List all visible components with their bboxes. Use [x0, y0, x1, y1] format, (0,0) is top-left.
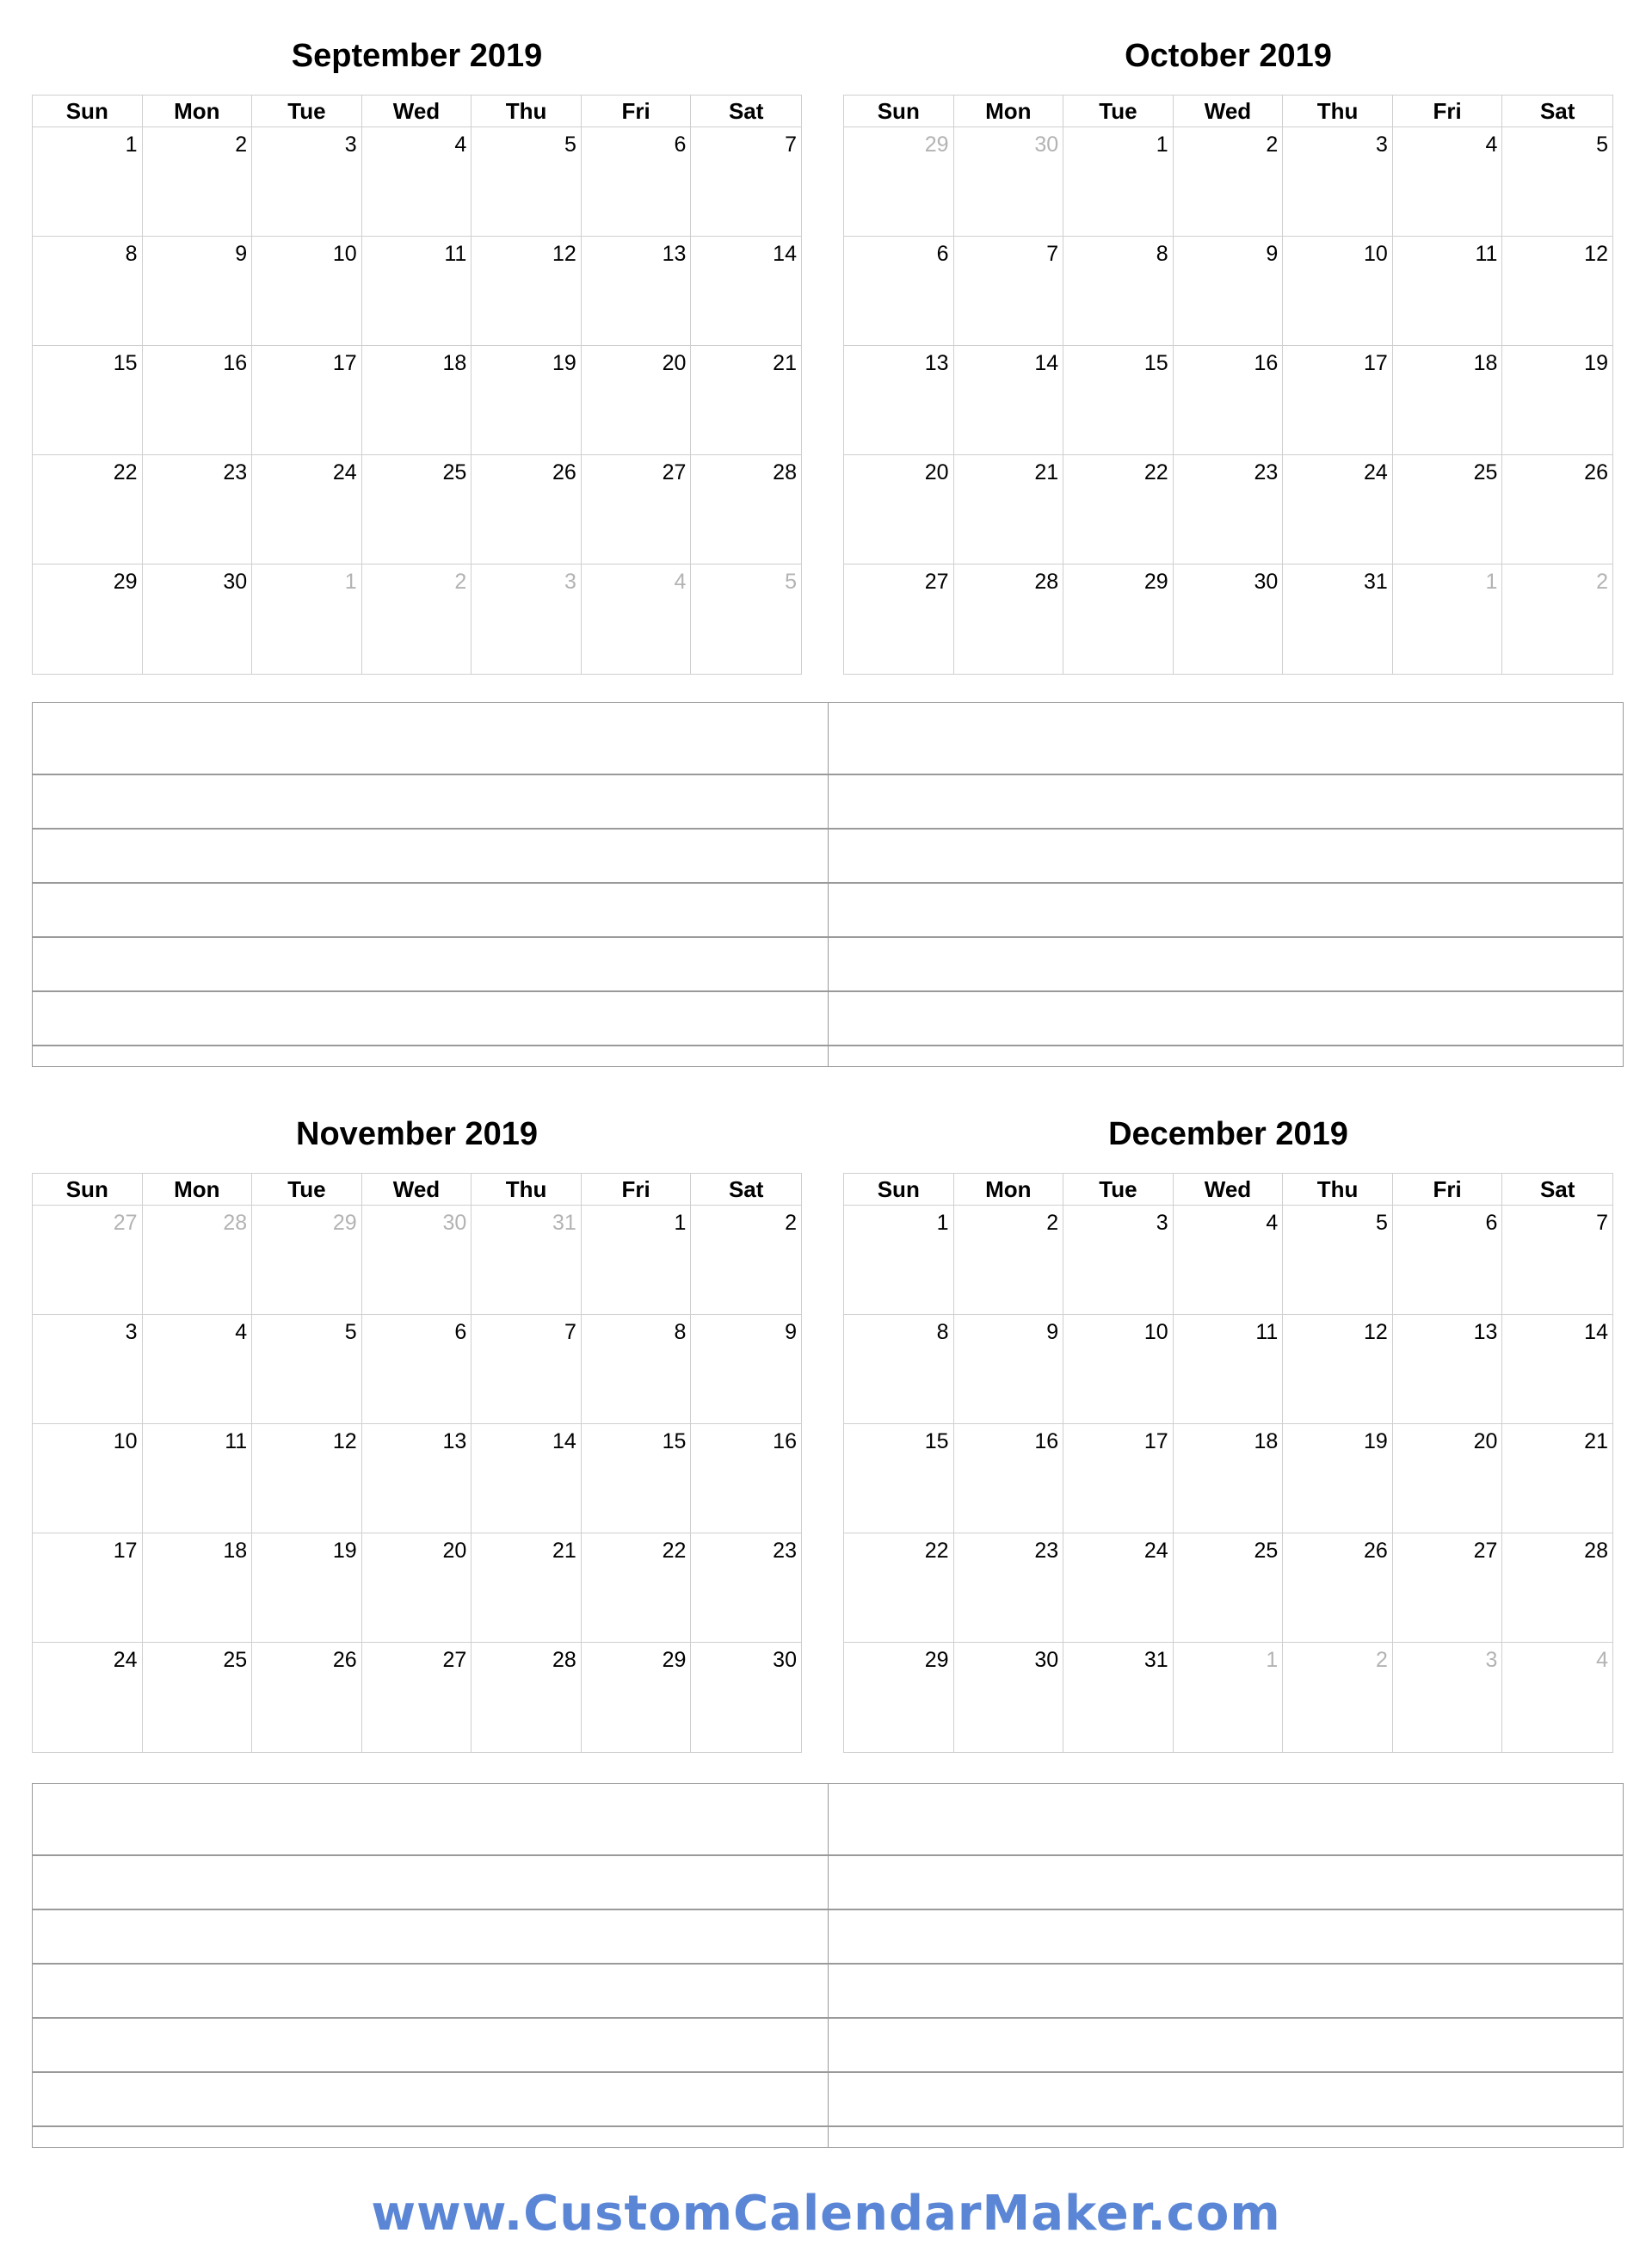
calendar-grid [32, 1173, 802, 1753]
day-cell: 17 [1283, 346, 1393, 455]
notes-area-bottom [32, 1783, 1624, 2148]
day-cell: 28 [691, 455, 801, 564]
weekday-header: Thu [472, 96, 582, 127]
day-cell: 3 [252, 127, 362, 237]
day-cell: 23 [1174, 455, 1284, 564]
day-cell: 30 [954, 1643, 1064, 1752]
day-cell: 19 [1502, 346, 1612, 455]
day-cell: 30 [143, 564, 253, 674]
day-cell: 21 [691, 346, 801, 455]
weekday-header: Wed [1174, 1174, 1284, 1206]
day-cell: 18 [143, 1533, 253, 1643]
day-cell: 27 [1393, 1533, 1503, 1643]
weekday-header: Sat [691, 1174, 801, 1206]
notes-line [33, 1963, 1623, 1965]
day-cell: 31 [1063, 1643, 1174, 1752]
day-cell-adjacent-month: 27 [33, 1206, 143, 1315]
day-cell: 1 [582, 1206, 692, 1315]
day-cell: 11 [1393, 237, 1503, 346]
day-cell: 26 [1283, 1533, 1393, 1643]
weekday-header: Fri [1393, 1174, 1503, 1206]
day-cell-adjacent-month: 30 [362, 1206, 472, 1315]
weekday-header: Mon [954, 96, 1064, 127]
day-cell: 24 [1063, 1533, 1174, 1643]
notes-line [33, 1854, 1623, 1856]
notes-line [33, 774, 1623, 775]
day-cell: 12 [252, 1424, 362, 1533]
day-cell: 25 [1174, 1533, 1284, 1643]
day-cell: 1 [33, 127, 143, 237]
day-cell: 12 [472, 237, 582, 346]
notes-line [33, 1909, 1623, 1910]
weekday-header: Wed [1174, 96, 1284, 127]
notes-line [33, 2017, 1623, 2019]
day-cell: 11 [143, 1424, 253, 1533]
day-cell: 3 [1283, 127, 1393, 237]
notes-line [33, 990, 1623, 992]
day-cell: 12 [1283, 1315, 1393, 1424]
day-cell: 22 [33, 455, 143, 564]
day-cell: 26 [472, 455, 582, 564]
day-cell: 9 [954, 1315, 1064, 1424]
day-cell: 8 [1063, 237, 1174, 346]
day-cell: 8 [33, 237, 143, 346]
weekday-header: Sat [1502, 1174, 1612, 1206]
day-cell: 30 [773, 1648, 797, 1672]
weekday-header: Mon [143, 1174, 253, 1206]
notes-area-top [32, 702, 1624, 1067]
weekday-header: Thu [1283, 1174, 1393, 1206]
day-cell-adjacent-month: 1 [1393, 564, 1503, 674]
day-cell: 3 [1063, 1206, 1174, 1315]
day-cell: 24 [252, 455, 362, 564]
notes-line [33, 2125, 1623, 2127]
notes-line [33, 2071, 1623, 2073]
day-cell: 10 [252, 237, 362, 346]
day-cell: 5 [1283, 1206, 1393, 1315]
day-cell: 15 [1063, 346, 1174, 455]
footer-website[interactable]: www.CustomCalendarMaker.com [371, 2186, 1281, 2242]
day-cell: 14 [954, 346, 1064, 455]
day-cell-adjacent-month: 30 [954, 127, 1064, 237]
day-cell: 7 [691, 127, 801, 237]
day-cell-adjacent-month: 1 [252, 564, 362, 674]
month-title: September 2019 [291, 38, 543, 74]
day-cell: 5 [472, 127, 582, 237]
day-cell: 21 [472, 1533, 582, 1643]
day-cell-adjacent-month: 31 [472, 1206, 582, 1315]
weekday-header: Sun [33, 1174, 143, 1206]
day-cell: 25 [143, 1643, 253, 1752]
day-cell: 25 [362, 455, 472, 564]
weekday-header: Fri [1393, 96, 1503, 127]
weekday-header: Tue [252, 96, 362, 127]
weekday-header: Wed [362, 96, 472, 127]
day-cell: 10 [1063, 1315, 1174, 1424]
day-cell: 30 [1174, 564, 1284, 674]
day-cell: 6 [1393, 1206, 1503, 1315]
day-cell: 6 [362, 1315, 472, 1424]
weekday-header: Mon [143, 96, 253, 127]
day-cell: 17 [252, 346, 362, 455]
day-cell: 19 [1283, 1424, 1393, 1533]
day-cell: 27 [844, 564, 954, 674]
weekday-header: Fri [582, 1174, 692, 1206]
day-cell: 3 [33, 1315, 143, 1424]
day-cell: 11 [1174, 1315, 1284, 1424]
weekday-header: Tue [1063, 96, 1174, 127]
day-cell-adjacent-month: 2 [362, 564, 472, 674]
day-cell: 19 [472, 346, 582, 455]
day-cell: 2 [1174, 127, 1284, 237]
day-cell: 18 [1393, 346, 1503, 455]
day-cell: 2 [691, 1206, 801, 1315]
day-cell: 16 [143, 346, 253, 455]
day-cell: 14 [472, 1424, 582, 1533]
day-cell: 1 [844, 1206, 954, 1315]
day-cell: 18 [1174, 1424, 1284, 1533]
day-cell: 9 [1174, 237, 1284, 346]
day-cell: 1 [1063, 127, 1174, 237]
day-cell: 23 [691, 1533, 801, 1643]
day-cell: 20 [362, 1533, 472, 1643]
day-cell: 21 [1502, 1424, 1612, 1533]
day-cell: 10 [1283, 237, 1393, 346]
weekday-header: Sun [844, 96, 954, 127]
day-cell: 12 [1502, 237, 1612, 346]
notes-line [33, 828, 1623, 830]
day-cell: 25 [1393, 455, 1503, 564]
day-cell: 16 [1174, 346, 1284, 455]
day-cell: 19 [252, 1533, 362, 1643]
day-cell-adjacent-month: 2 [1283, 1643, 1393, 1752]
day-cell: 13 [1393, 1315, 1503, 1424]
day-cell: 6 [582, 127, 692, 237]
notes-line [33, 936, 1623, 938]
notes-line [33, 1045, 1623, 1046]
day-cell: 14 [1502, 1315, 1612, 1424]
day-cell: 29 [1063, 564, 1174, 674]
day-cell: 17 [33, 1533, 143, 1643]
day-cell: 4 [362, 127, 472, 237]
day-cell: 24 [1283, 455, 1393, 564]
month-title: December 2019 [1108, 1116, 1348, 1152]
day-cell: 18 [362, 346, 472, 455]
day-cell-adjacent-month: 3 [472, 564, 582, 674]
weekday-header: Wed [362, 1174, 472, 1206]
day-cell: 9 [691, 1315, 801, 1424]
weekday-header: Thu [1283, 96, 1393, 127]
day-cell: 20 [844, 455, 954, 564]
day-cell: 13 [844, 346, 954, 455]
day-cell: 31 [1283, 564, 1393, 674]
weekday-header: Sun [33, 96, 143, 127]
day-cell-adjacent-month: 5 [785, 570, 797, 594]
notes-divider [828, 1784, 829, 2147]
day-cell: 7 [1502, 1206, 1612, 1315]
day-cell-adjacent-month: 4 [1596, 1648, 1608, 1672]
day-cell: 6 [844, 237, 954, 346]
weekday-header: Mon [954, 1174, 1064, 1206]
weekday-header: Sat [1502, 96, 1612, 127]
day-cell: 11 [362, 237, 472, 346]
day-cell: 22 [582, 1533, 692, 1643]
weekday-header: Tue [1063, 1174, 1174, 1206]
day-cell: 27 [362, 1643, 472, 1752]
day-cell: 29 [844, 1643, 954, 1752]
day-cell: 14 [691, 237, 801, 346]
day-cell: 5 [1502, 127, 1612, 237]
day-cell: 15 [33, 346, 143, 455]
day-cell: 13 [582, 237, 692, 346]
day-cell: 15 [844, 1424, 954, 1533]
day-cell-adjacent-month: 4 [582, 564, 692, 674]
weekday-header: Sun [844, 1174, 954, 1206]
calendar-grid [843, 1173, 1613, 1753]
day-cell: 8 [844, 1315, 954, 1424]
day-cell: 21 [954, 455, 1064, 564]
day-cell: 5 [252, 1315, 362, 1424]
day-cell: 24 [33, 1643, 143, 1752]
day-cell: 23 [143, 455, 253, 564]
day-cell-adjacent-month: 29 [844, 127, 954, 237]
calendar-grid [843, 95, 1613, 675]
day-cell: 29 [582, 1643, 692, 1752]
calendar-grid [32, 95, 802, 675]
day-cell-adjacent-month: 2 [1596, 570, 1608, 594]
day-cell: 16 [691, 1424, 801, 1533]
day-cell: 28 [472, 1643, 582, 1752]
day-cell: 16 [954, 1424, 1064, 1533]
day-cell: 23 [954, 1533, 1064, 1643]
day-cell: 7 [954, 237, 1064, 346]
day-cell: 8 [582, 1315, 692, 1424]
day-cell: 4 [1174, 1206, 1284, 1315]
day-cell: 27 [582, 455, 692, 564]
day-cell-adjacent-month: 3 [1393, 1643, 1503, 1752]
day-cell: 4 [143, 1315, 253, 1424]
weekday-header: Fri [582, 96, 692, 127]
day-cell: 4 [1393, 127, 1503, 237]
notes-divider [828, 703, 829, 1066]
day-cell: 2 [954, 1206, 1064, 1315]
notes-line [33, 882, 1623, 884]
day-cell: 22 [1063, 455, 1174, 564]
day-cell: 28 [954, 564, 1064, 674]
day-cell: 17 [1063, 1424, 1174, 1533]
weekday-header: Tue [252, 1174, 362, 1206]
weekday-header: Thu [472, 1174, 582, 1206]
month-title: October 2019 [1125, 38, 1332, 74]
day-cell: 29 [33, 564, 143, 674]
day-cell: 20 [582, 346, 692, 455]
day-cell: 28 [1502, 1533, 1612, 1643]
day-cell: 22 [844, 1533, 954, 1643]
day-cell-adjacent-month: 1 [1174, 1643, 1284, 1752]
day-cell: 9 [143, 237, 253, 346]
month-title: November 2019 [296, 1116, 538, 1152]
day-cell: 10 [33, 1424, 143, 1533]
day-cell: 26 [1502, 455, 1612, 564]
day-cell: 7 [472, 1315, 582, 1424]
weekday-header: Sat [691, 96, 801, 127]
day-cell: 13 [362, 1424, 472, 1533]
day-cell-adjacent-month: 28 [143, 1206, 253, 1315]
day-cell: 15 [582, 1424, 692, 1533]
day-cell: 20 [1393, 1424, 1503, 1533]
day-cell: 2 [143, 127, 253, 237]
day-cell: 26 [252, 1643, 362, 1752]
day-cell-adjacent-month: 29 [252, 1206, 362, 1315]
